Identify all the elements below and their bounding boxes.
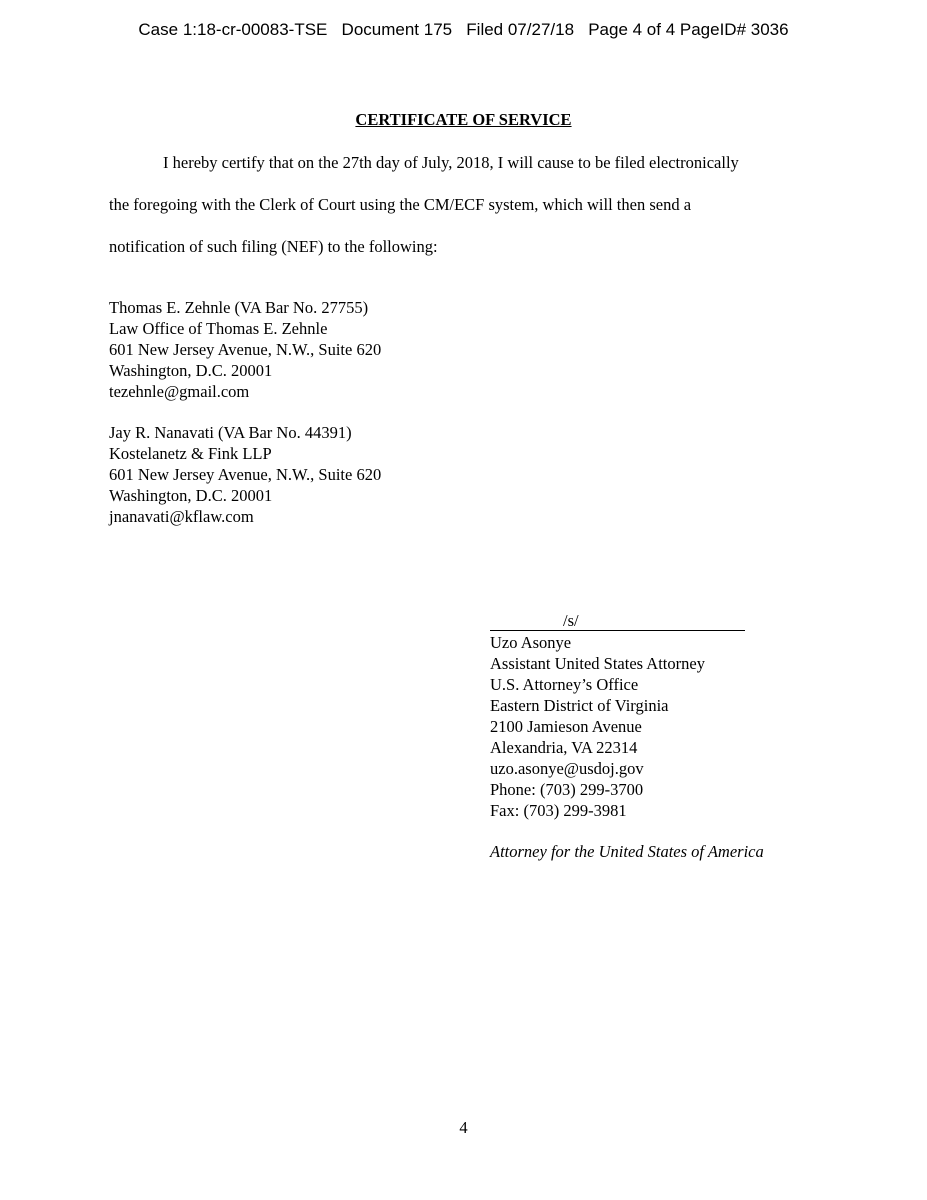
- document-title: CERTIFICATE OF SERVICE: [355, 110, 572, 129]
- signer-street: 2100 Jamieson Avenue: [490, 717, 642, 736]
- recipient-firm: Kostelanetz & Fink LLP: [109, 444, 272, 463]
- page-number: 4: [459, 1118, 468, 1137]
- recipient-street: 601 New Jersey Avenue, N.W., Suite 620: [109, 465, 382, 484]
- signature-line: [490, 612, 745, 631]
- attorney-for-line: Attorney for the United States of America: [490, 842, 764, 861]
- signature-block: [490, 632, 705, 821]
- recipient-email: tezehnle@gmail.com: [109, 382, 250, 401]
- signer-office: U.S. Attorney’s Office: [490, 675, 639, 694]
- signer-district: Eastern District of Virginia: [490, 696, 669, 715]
- recipient-street: 601 New Jersey Avenue, N.W., Suite 620: [109, 340, 382, 359]
- recipient-city: Washington, D.C. 20001: [109, 361, 273, 380]
- signature-mark: /s/: [563, 611, 579, 630]
- recipient-name: Jay R. Nanavati (VA Bar No. 44391): [109, 423, 352, 442]
- signer-email: uzo.asonye@usdoj.gov: [490, 759, 644, 778]
- recipient-name: Thomas E. Zehnle (VA Bar No. 27755): [109, 298, 369, 317]
- signer-title: Assistant United States Attorney: [490, 654, 705, 673]
- certify-paragraph-line-2: the foregoing with the Clerk of Court using the CM/ECF system, which will then send a: [109, 195, 692, 214]
- recipient-firm: Law Office of Thomas E. Zehnle: [109, 319, 328, 338]
- recipient-email: jnanavati@kflaw.com: [109, 507, 254, 526]
- signer-name: Uzo Asonye: [490, 633, 572, 652]
- recipient-city: Washington, D.C. 20001: [109, 486, 273, 505]
- case-header: Case 1:18-cr-00083-TSE Document 175 Filed 07/27/18 Page 4 of 4 PageID# 3036: [138, 20, 789, 39]
- certify-paragraph-line-1: I hereby certify that on the 27th day of July, 2018, I will cause to be filed electronically: [163, 153, 739, 172]
- signer-city: Alexandria, VA 22314: [490, 738, 638, 757]
- signer-phone: Phone: (703) 299-3700: [490, 780, 644, 799]
- recipient-address-block: [109, 422, 381, 527]
- certify-paragraph-line-3: notification of such filing (NEF) to the following:: [109, 237, 438, 256]
- signer-fax: Fax: (703) 299-3981: [490, 801, 627, 820]
- recipient-address-block: [109, 297, 381, 402]
